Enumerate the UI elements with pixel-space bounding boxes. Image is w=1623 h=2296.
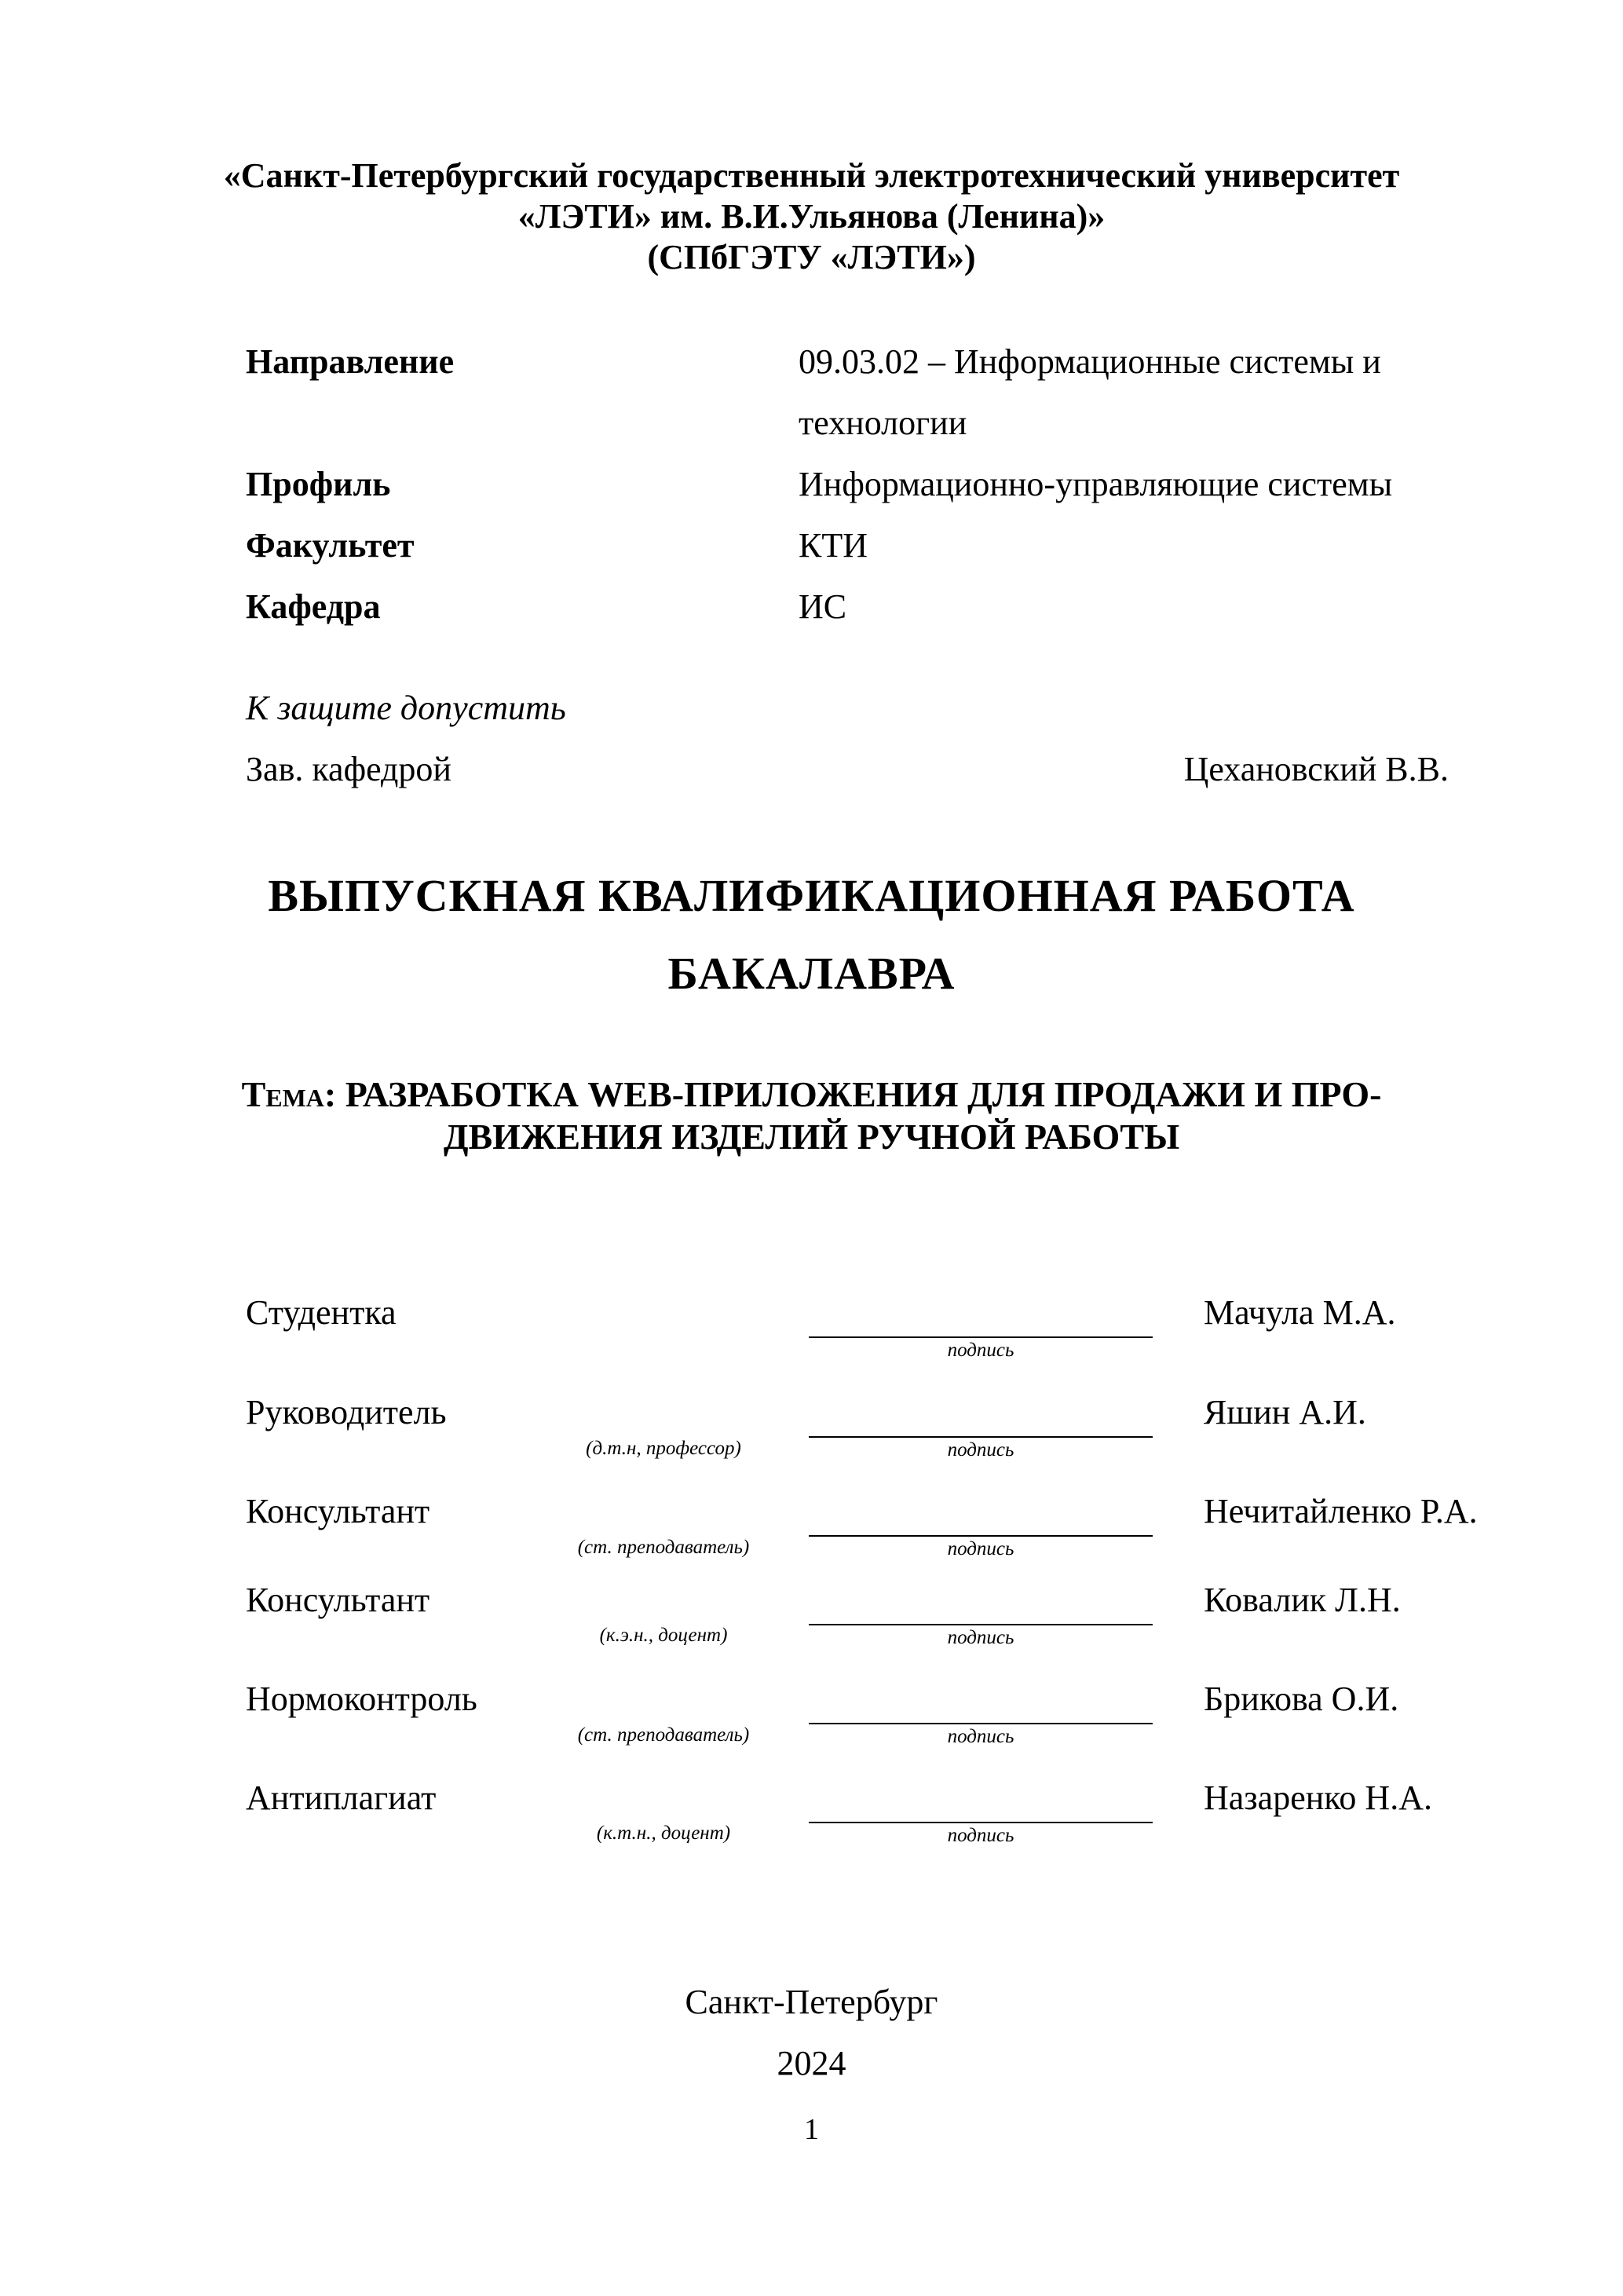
signature-role: Студентка <box>246 1293 397 1332</box>
signature-role: Нормоконтроль <box>246 1680 477 1718</box>
page-number: 1 <box>804 2113 819 2146</box>
signature-line <box>809 1723 1153 1724</box>
direction-value-line-1: 09.03.02 – Информационные системы и <box>799 342 1381 381</box>
admit-to-defense-text: К защите допустить <box>246 689 566 727</box>
signature-role: Антиплагиат <box>246 1779 437 1817</box>
signatory-name: Яшин А.И. <box>1204 1393 1366 1431</box>
head-of-department-name: Цехановский В.В. <box>1183 750 1449 788</box>
direction-label: Направление <box>246 342 455 381</box>
department-label: Кафедра <box>246 587 381 626</box>
signatory-rank: (к.т.н., доцент) <box>596 1823 731 1844</box>
signatory-name: Брикова О.И. <box>1204 1680 1399 1718</box>
signature-caption: подпись <box>947 1439 1014 1461</box>
department-value: ИС <box>799 587 847 626</box>
theme-line-1 <box>0 1073 1623 1116</box>
signatory-name: Мачула М.А. <box>1204 1293 1396 1332</box>
signature-caption: подпись <box>947 1538 1014 1559</box>
university-name-line-1: «Санкт-Петербургский государственный электротехнический университет <box>223 156 1400 195</box>
theme-colon: : <box>324 1074 337 1114</box>
signature-role: Консультант <box>246 1492 430 1530</box>
city: Санкт-Петербург <box>685 1983 938 2021</box>
direction-value-line-2: технологии <box>799 404 967 442</box>
theme-line-2: ДВИЖЕНИЯ ИЗДЕЛИЙ РУЧНОЙ РАБОТЫ <box>443 1117 1180 1157</box>
signature-caption: подпись <box>947 1627 1014 1648</box>
university-name-line-2: «ЛЭТИ» им. В.И.Ульянова (Ленина)» <box>517 197 1106 236</box>
faculty-label: Факультет <box>246 526 415 565</box>
signature-caption: подпись <box>947 1726 1014 1747</box>
year: 2024 <box>777 2044 846 2082</box>
signature-line <box>809 1822 1153 1823</box>
signature-line <box>809 1336 1153 1338</box>
signature-caption: подпись <box>947 1340 1014 1361</box>
head-of-department-label: Зав. кафедрой <box>246 750 451 788</box>
profile-value: Информационно-управляющие системы <box>799 465 1393 503</box>
signature-line <box>809 1436 1153 1438</box>
signatory-name: Ковалик Л.Н. <box>1204 1581 1401 1619</box>
profile-label: Профиль <box>246 465 391 503</box>
signatory-rank: (к.э.н., доцент) <box>599 1625 728 1646</box>
signatory-name: Назаренко Н.А. <box>1204 1779 1432 1817</box>
signature-line <box>809 1624 1153 1625</box>
signature-role: Руководитель <box>246 1393 447 1431</box>
signatory-rank: (ст. преподаватель) <box>577 1537 750 1558</box>
work-title-line-2: БАКАЛАВРА <box>667 948 956 999</box>
university-abbreviation: (СПбГЭТУ «ЛЭТИ») <box>647 238 976 276</box>
signatory-name: Нечитайленко Р.А. <box>1204 1492 1478 1530</box>
signature-caption: подпись <box>947 1825 1014 1846</box>
signatory-rank: (ст. преподаватель) <box>577 1724 750 1746</box>
signatory-rank: (д.т.н, профессор) <box>586 1438 741 1459</box>
signature-role: Консультант <box>246 1581 430 1619</box>
work-title-line-1: ВЫПУСКНАЯ КВАЛИФИКАЦИОННАЯ РАБОТА <box>268 870 1355 921</box>
theme-prefix: Тема <box>241 1074 324 1114</box>
theme-line-1-text: РАЗРАБОТКА WEB-ПРИЛОЖЕНИЯ ДЛЯ ПРОДАЖИ И ПРО- <box>336 1074 1382 1114</box>
faculty-value: КТИ <box>799 526 868 565</box>
signature-line <box>809 1535 1153 1537</box>
